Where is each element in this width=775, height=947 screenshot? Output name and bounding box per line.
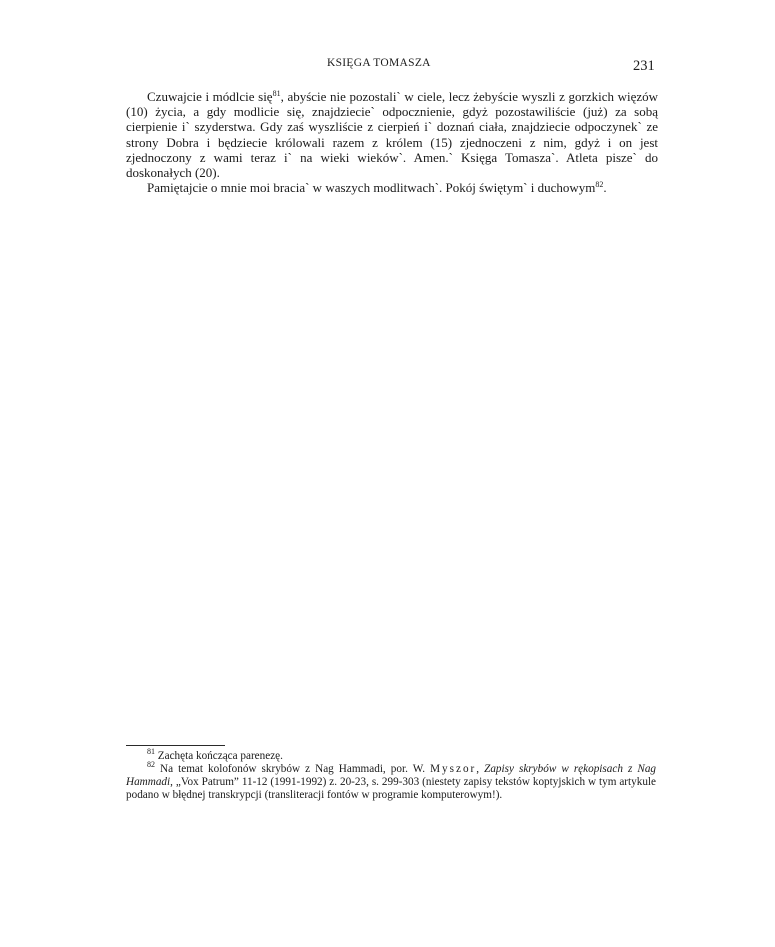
paragraph-2-end: .	[603, 180, 607, 196]
footnote-82-title: Zapisy skrybów w rękopisach z Nag Hammadi	[126, 763, 657, 789]
footnote-82-author: Myszor	[430, 763, 477, 776]
footnote-number-82: 82	[147, 760, 155, 770]
footnote-82-text-c: , „Vox Patrum” 11-12 (1991-1992) z. 20-23, s. 299-303 (niestety zapisy tekstów koptyjskich w tym artykule podano w błędnej transkrypcji (transliteracji fontów w programie komputerowym!).	[126, 776, 656, 802]
paragraph-2	[126, 180, 658, 195]
page-number: 231	[633, 58, 655, 74]
footnote-81	[126, 747, 656, 763]
footnote-82	[126, 760, 657, 802]
footnote-82-text-b: ,	[476, 763, 480, 776]
paragraph-1-rest: , abyście nie pozostali` w ciele, lecz żebyście wyszli z gorzkich więzów (10) życia, a gdy modlicie się, znajdziecie` odpocznienie, gdyż pozostawiliście (już) za sobą cierpienie i` szyderstwa. Gdy zaś wyszliście z cierpień i` doznań ciała, znajdziecie odpoczynek` ze strony Dobra i będziecie królowali razem z królem (15) zjednoczeni z nim, gdyż i on jest zjednoczony z wami teraz i` na wieki wieków`. Amen.` Księga Tomasza`. Atleta pisze` do doskonałych (20).	[126, 89, 659, 181]
footnote-81-text: Zachęta kończąca parenezę.	[157, 750, 283, 762]
footnote-number-81: 81	[147, 747, 155, 756]
paragraph-1-start: Czuwajcie i módlcie się	[147, 89, 273, 104]
footnote-82-text-a: Na temat kolofonów skrybów z Nag Hammadi, por. W.	[160, 763, 426, 776]
paragraph-1	[126, 89, 658, 180]
footnote-divider	[126, 745, 225, 746]
footnotes	[126, 747, 657, 802]
paragraph-2-text: Pamiętajcie o mnie moi bracia` w waszych modlitwach`. Pokój świętym` i duchowym	[147, 180, 596, 196]
main-text	[126, 89, 658, 195]
running-title: KSIĘGA TOMASZA	[327, 57, 431, 69]
footnote-ref-81[interactable]: 81	[272, 89, 281, 98]
footnote-ref-82[interactable]: 82	[595, 180, 604, 190]
